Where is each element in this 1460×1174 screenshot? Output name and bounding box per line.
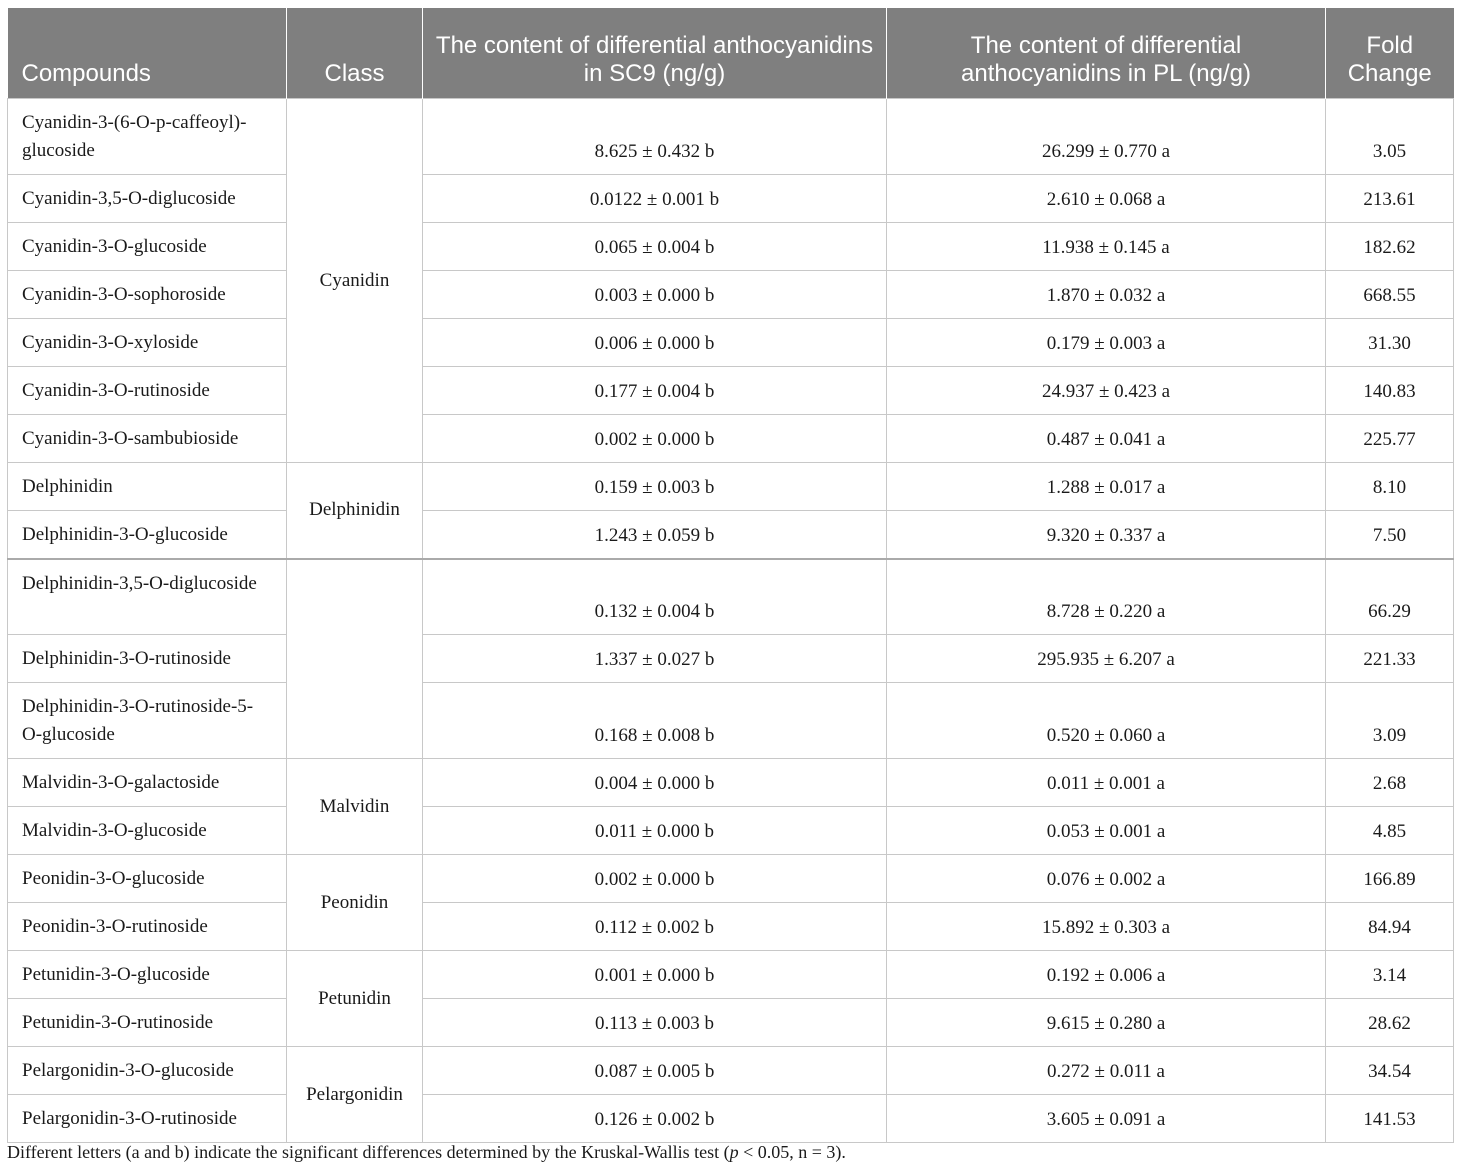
class-cell-peonidin: Peonidin xyxy=(287,855,423,951)
sc9-cell: 0.002 ± 0.000 b xyxy=(423,415,887,463)
pl-cell: 0.053 ± 0.001 a xyxy=(887,807,1326,855)
sc9-cell: 0.087 ± 0.005 b xyxy=(423,1047,887,1095)
sc9-cell: 0.011 ± 0.000 b xyxy=(423,807,887,855)
table-row xyxy=(8,415,1454,463)
fold-cell: 28.62 xyxy=(1326,999,1454,1047)
sc9-cell: 0.168 ± 0.008 b xyxy=(423,683,887,759)
table-row xyxy=(8,271,1454,319)
compound-cell: Pelargonidin-3-O-glucoside xyxy=(8,1047,287,1095)
pl-cell: 24.937 ± 0.423 a xyxy=(887,367,1326,415)
table-row xyxy=(8,903,1454,951)
table-row xyxy=(8,1095,1454,1143)
fold-cell: 221.33 xyxy=(1326,635,1454,683)
pl-cell: 0.487 ± 0.041 a xyxy=(887,415,1326,463)
fold-cell: 34.54 xyxy=(1326,1047,1454,1095)
sc9-cell: 0.002 ± 0.000 b xyxy=(423,855,887,903)
table-row xyxy=(8,855,1454,903)
pl-cell: 0.192 ± 0.006 a xyxy=(887,951,1326,999)
pl-cell: 0.272 ± 0.011 a xyxy=(887,1047,1326,1095)
sc9-cell: 1.243 ± 0.059 b xyxy=(423,511,887,559)
sc9-cell: 0.065 ± 0.004 b xyxy=(423,223,887,271)
table-row xyxy=(8,511,1454,559)
table-row xyxy=(8,99,1454,175)
sc9-cell: 0.003 ± 0.000 b xyxy=(423,271,887,319)
table-row xyxy=(8,683,1454,759)
fold-cell: 3.05 xyxy=(1326,99,1454,175)
compound-cell: Peonidin-3-O-rutinoside xyxy=(8,903,287,951)
class-cell-petunidin: Petunidin xyxy=(287,951,423,1047)
header-fold-change: Fold Change xyxy=(1326,8,1454,99)
compound-cell: Petunidin-3-O-glucoside xyxy=(8,951,287,999)
table-row xyxy=(8,223,1454,271)
fold-cell: 213.61 xyxy=(1326,175,1454,223)
table-row xyxy=(8,1047,1454,1095)
fold-cell: 4.85 xyxy=(1326,807,1454,855)
sc9-cell: 0.004 ± 0.000 b xyxy=(423,759,887,807)
header-compounds: Compounds xyxy=(8,8,287,99)
pl-cell: 9.320 ± 0.337 a xyxy=(887,511,1326,559)
compound-cell: Delphinidin-3,5-O-diglucoside xyxy=(8,559,287,635)
pl-cell: 295.935 ± 6.207 a xyxy=(887,635,1326,683)
class-cell-malvidin: Malvidin xyxy=(287,759,423,855)
class-cell-delphinidin: Delphinidin xyxy=(287,463,423,559)
sc9-cell: 0.132 ± 0.004 b xyxy=(423,559,887,635)
pl-cell: 0.076 ± 0.002 a xyxy=(887,855,1326,903)
compound-cell: Malvidin-3-O-glucoside xyxy=(8,807,287,855)
pl-cell: 1.288 ± 0.017 a xyxy=(887,463,1326,511)
anthocyanidin-table xyxy=(7,8,1454,1143)
sc9-cell: 0.001 ± 0.000 b xyxy=(423,951,887,999)
pl-cell: 3.605 ± 0.091 a xyxy=(887,1095,1326,1143)
pl-cell: 0.179 ± 0.003 a xyxy=(887,319,1326,367)
pl-cell: 15.892 ± 0.303 a xyxy=(887,903,1326,951)
compound-cell: Cyanidin-3-O-glucoside xyxy=(8,223,287,271)
compound-cell: Cyanidin-3,5-O-diglucoside xyxy=(8,175,287,223)
table-footnote xyxy=(7,1142,846,1163)
fold-cell: 3.14 xyxy=(1326,951,1454,999)
compound-cell: Delphinidin-3-O-glucoside xyxy=(8,511,287,559)
table-row xyxy=(8,367,1454,415)
fold-cell: 668.55 xyxy=(1326,271,1454,319)
pl-cell: 26.299 ± 0.770 a xyxy=(887,99,1326,175)
sc9-cell: 0.177 ± 0.004 b xyxy=(423,367,887,415)
sc9-cell: 0.006 ± 0.000 b xyxy=(423,319,887,367)
pl-cell: 1.870 ± 0.032 a xyxy=(887,271,1326,319)
sc9-cell: 0.159 ± 0.003 b xyxy=(423,463,887,511)
table-row xyxy=(8,807,1454,855)
fold-cell: 2.68 xyxy=(1326,759,1454,807)
sc9-cell: 8.625 ± 0.432 b xyxy=(423,99,887,175)
pl-cell: 0.520 ± 0.060 a xyxy=(887,683,1326,759)
table-row xyxy=(8,759,1454,807)
table-row xyxy=(8,175,1454,223)
footnote-text-start: Different letters (a and b) indicate the significant differences determined by the Kruskal-Wallis test ( xyxy=(7,1142,730,1162)
fold-cell: 31.30 xyxy=(1326,319,1454,367)
table-row xyxy=(8,559,1454,635)
fold-cell: 140.83 xyxy=(1326,367,1454,415)
compound-cell: Cyanidin-3-O-rutinoside xyxy=(8,367,287,415)
table-row xyxy=(8,319,1454,367)
compound-cell: Peonidin-3-O-glucoside xyxy=(8,855,287,903)
sc9-cell: 0.112 ± 0.002 b xyxy=(423,903,887,951)
compound-cell: Delphinidin-3-O-rutinoside-5-O-glucoside xyxy=(8,683,287,759)
sc9-cell: 0.113 ± 0.003 b xyxy=(423,999,887,1047)
fold-cell: 66.29 xyxy=(1326,559,1454,635)
compound-cell: Cyanidin-3-O-sophoroside xyxy=(8,271,287,319)
sc9-cell: 0.126 ± 0.002 b xyxy=(423,1095,887,1143)
pl-cell: 8.728 ± 0.220 a xyxy=(887,559,1326,635)
compound-cell: Malvidin-3-O-galactoside xyxy=(8,759,287,807)
pl-cell: 2.610 ± 0.068 a xyxy=(887,175,1326,223)
fold-cell: 182.62 xyxy=(1326,223,1454,271)
footnote-text-end: < 0.05, n = 3). xyxy=(738,1142,846,1162)
header-pl: The content of differential anthocyanidins in PL (ng/g) xyxy=(887,8,1326,99)
compound-cell: Petunidin-3-O-rutinoside xyxy=(8,999,287,1047)
fold-cell: 84.94 xyxy=(1326,903,1454,951)
data-table-container xyxy=(7,8,1453,1143)
class-cell-empty xyxy=(287,559,423,759)
footnote-p-symbol: p xyxy=(729,1142,739,1162)
header-row xyxy=(8,8,1454,99)
sc9-cell: 0.0122 ± 0.001 b xyxy=(423,175,887,223)
pl-cell: 9.615 ± 0.280 a xyxy=(887,999,1326,1047)
table-row xyxy=(8,463,1454,511)
compound-cell: Cyanidin-3-O-sambubioside xyxy=(8,415,287,463)
compound-cell: Delphinidin xyxy=(8,463,287,511)
fold-cell: 3.09 xyxy=(1326,683,1454,759)
table-row xyxy=(8,999,1454,1047)
fold-cell: 166.89 xyxy=(1326,855,1454,903)
pl-cell: 11.938 ± 0.145 a xyxy=(887,223,1326,271)
table-row xyxy=(8,635,1454,683)
header-class: Class xyxy=(287,8,423,99)
sc9-cell: 1.337 ± 0.027 b xyxy=(423,635,887,683)
pl-cell: 0.011 ± 0.001 a xyxy=(887,759,1326,807)
table-row xyxy=(8,951,1454,999)
fold-cell: 7.50 xyxy=(1326,511,1454,559)
class-cell-pelargonidin: Pelargonidin xyxy=(287,1047,423,1143)
class-cell-cyanidin: Cyanidin xyxy=(287,99,423,463)
fold-cell: 225.77 xyxy=(1326,415,1454,463)
compound-cell: Cyanidin-3-O-xyloside xyxy=(8,319,287,367)
fold-cell: 141.53 xyxy=(1326,1095,1454,1143)
header-sc9: The content of differential anthocyanidins in SC9 (ng/g) xyxy=(423,8,887,99)
compound-cell: Cyanidin-3-(6-O-p-caffeoyl)-glucoside xyxy=(8,99,287,175)
compound-cell: Pelargonidin-3-O-rutinoside xyxy=(8,1095,287,1143)
fold-cell: 8.10 xyxy=(1326,463,1454,511)
compound-cell: Delphinidin-3-O-rutinoside xyxy=(8,635,287,683)
